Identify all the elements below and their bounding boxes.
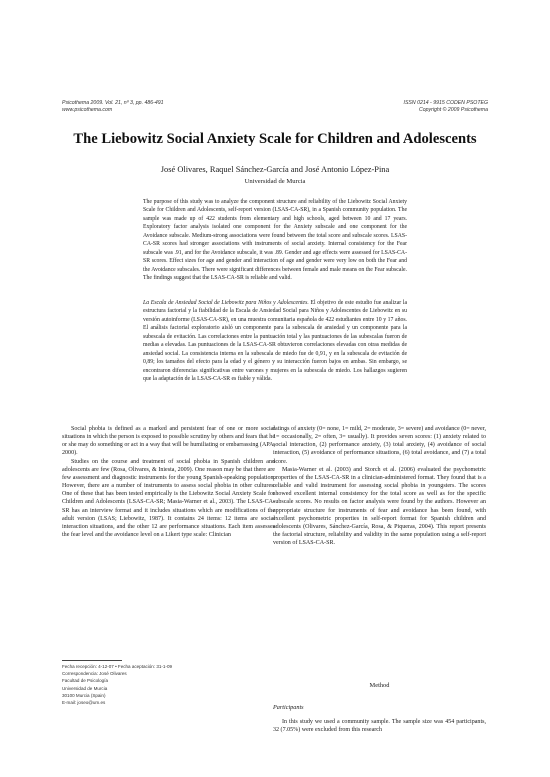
abstract-english: The purpose of this study was to analyze the component structure and reliability of the Liebowitz Social Anxiety Scale for Children and Adolescents, self-report version (LSAS-CA-SR), in a Spanish community population. The sample was made up of 422 students from elementary and high schools, aged between 10 and 17 years. Exploratory factor analysis isolated one component for the Anxiety subscale and one component for the Avoidance subscale. Medium-strong associations were found between the total score and subscale scores. LSAS-CA-SR scores had stronger associations with instruments of social anxiety. Internal consistency for the Fear subscale was .91, and for the Avoidance subscale, it was .89. Gender and age effects were assessed for LSAS-CA-SR scores. Effect sizes for age and gender and interaction of age and gender were very low on both the Fear and the Avoidance subscales. There were significant differences between female and male means on the Fear subscale. The findings suggest that the LSAS-CA-SR is reliable and valid. [143,199,407,282]
body-column-right [273,425,486,547]
journal-issn [404,100,488,114]
intro-paragraph-4: Masia-Warner et al. (2003) and Storch et al. (2006) evaluated the psychometric properties of the LSAS-CA-SR in a clinician-administered format. They found that is a reliable and valid instrument for assessing social phobia in youngsters. The scores showed excellent internal consistency for the total score as well as for the specific subscale scores. No results on factor analysis were found by the authors. However an appropriate structure for instruments of fear and avoidance has been found, with excellent psychometric properties in self-report format for Spanish children and adolescents (Olivares, Sánchez-García, Rosa, & Piqueras, 2004). This report presents the factorial structure, reliability and validity in the same population using a self-report version of LSAS-CA-SR. [273,466,486,547]
footnote-address: 30100 Murcia (Spain) [62,692,106,698]
journal-citation [62,100,164,114]
section-heading-method: Method [369,682,390,689]
intro-paragraph-1: Social phobia is defined as a marked and persistent fear of one or more social situations in which the person is exposed to possible scrutiny by others and fears that he or she may do something or act in a way that will be humiliating or embarrassing (APA, 2000). [62,426,275,457]
footnote-email: E-mail: joseo@um.es [62,700,106,706]
participants-paragraph: In this study we used a community sample. The sample size was 454 participants, 32 (7.05%) were excluded from this research [273,719,486,734]
journal-citation-line: Psicothema 2009. Vol. 21, nº 3, pp. 486-491 [62,100,164,106]
paper-title: The Liebowitz Social Anxiety Scale for Children and Adolescents [73,131,477,147]
footnote-dates: Fecha recepción: 4-12-07 • Fecha aceptación: 31-1-09 [62,664,173,669]
abstract-spanish-body: El objetivo de este estudio fue analizar la estructura factorial y la fiabilidad de la Escala de Ansiedad Social para Niños y Adolescentes de Liebowitz en su versión autoinforme (LSAS-CA-SR), en una muestra comunitaria española de 422 estudiantes entre 10 y 17 años. El análisis factorial exploratorio aisló un componente para la subescala de ansiedad y un componente para la subescala de evitación. Las correlaciones entre la puntuación total y las puntuaciones de las subescalas fueron de medias a elevadas. Las puntuaciones de la LSAS-CA-SR obtuvieron correlaciones elevadas con otras medidas de ansiedad social. La consistencia interna en la subescala de miedo fue de 0,91, y en la subescala de evitación de 0,89; los tamaños del efecto para la edad y el género y su interacción fueron bajos en ambas. Sin embargo, se encontraron diferencias significativas entre varones y mujeres en la subescala de miedo. Los hallazgos sugieren que la adaptación de la LSAS-CA-SR es fiable y válida. [143,300,408,383]
issn-line: ISSN 0214 - 9915 CODEN PSOTEG [403,100,488,106]
author-affiliation: Universidad de Murcia [244,178,306,185]
paper-authors: José Olivares, Raquel Sánchez-García and José Antonio López-Pina [160,165,390,174]
copyright-line: Copyright © 2009 Psicothema [419,106,488,113]
subsection-heading-participants: Participants [273,704,304,711]
correspondence-footnote [62,663,272,706]
intro-paragraph-2: Studies on the course and treatment of social phobia in Spanish children and adolescents are few (Rosa, Olivares, & Iniesta, 2009). One reason may be that there are few assessment and diagnostic instruments for the young Spanish-speaking population. However, there are a number of instruments to assess social phobia in other cultures. One of these that has been tested empirically is the Liebowitz Social Anxiety Scale for Children and Adolescents (LSAS-CA-SR; Masia-Warner et al., 2003). The LSAS-CA-SR has an interview format and it includes situations which are modifications of the adult version (LSAS; Liebowitz, 1987). It contains 24 items: 12 items are social interaction situations, and the other 12 are performance situations. Each item assesses the fear level and the avoidance level on a Likert type scale: Clinician [62,458,275,539]
footnote-correspondence: Correspondencia: José Olivares [62,671,127,677]
participants-text [273,718,486,735]
footnote-rule [62,660,122,661]
footnote-university: Universidad de Murcia [62,685,108,691]
footnote-faculty: Facultad de Psicología [62,678,109,684]
journal-url: www.psicothema.com [62,106,113,113]
abstract-spanish [143,299,407,384]
abstract-spanish-title: La Escala de Ansiedad Social de Liebowitz para Niños y Adolescentes. [143,300,309,306]
intro-paragraph-3: ratings of anxiety (0= none, 1= mild, 2= moderate, 3= severe) and avoidance (0= never, 1= occasionally, 2= often, 3= usually). It provides seven scores: (1) anxiety related to social interaction, (2) performance anxiety, (3) total anxiety, (4) avoidance of social interaction, (5) avoidance of performance situations, (6) total avoidance, and (7) a total score. [273,426,486,465]
body-column-left [62,425,275,539]
